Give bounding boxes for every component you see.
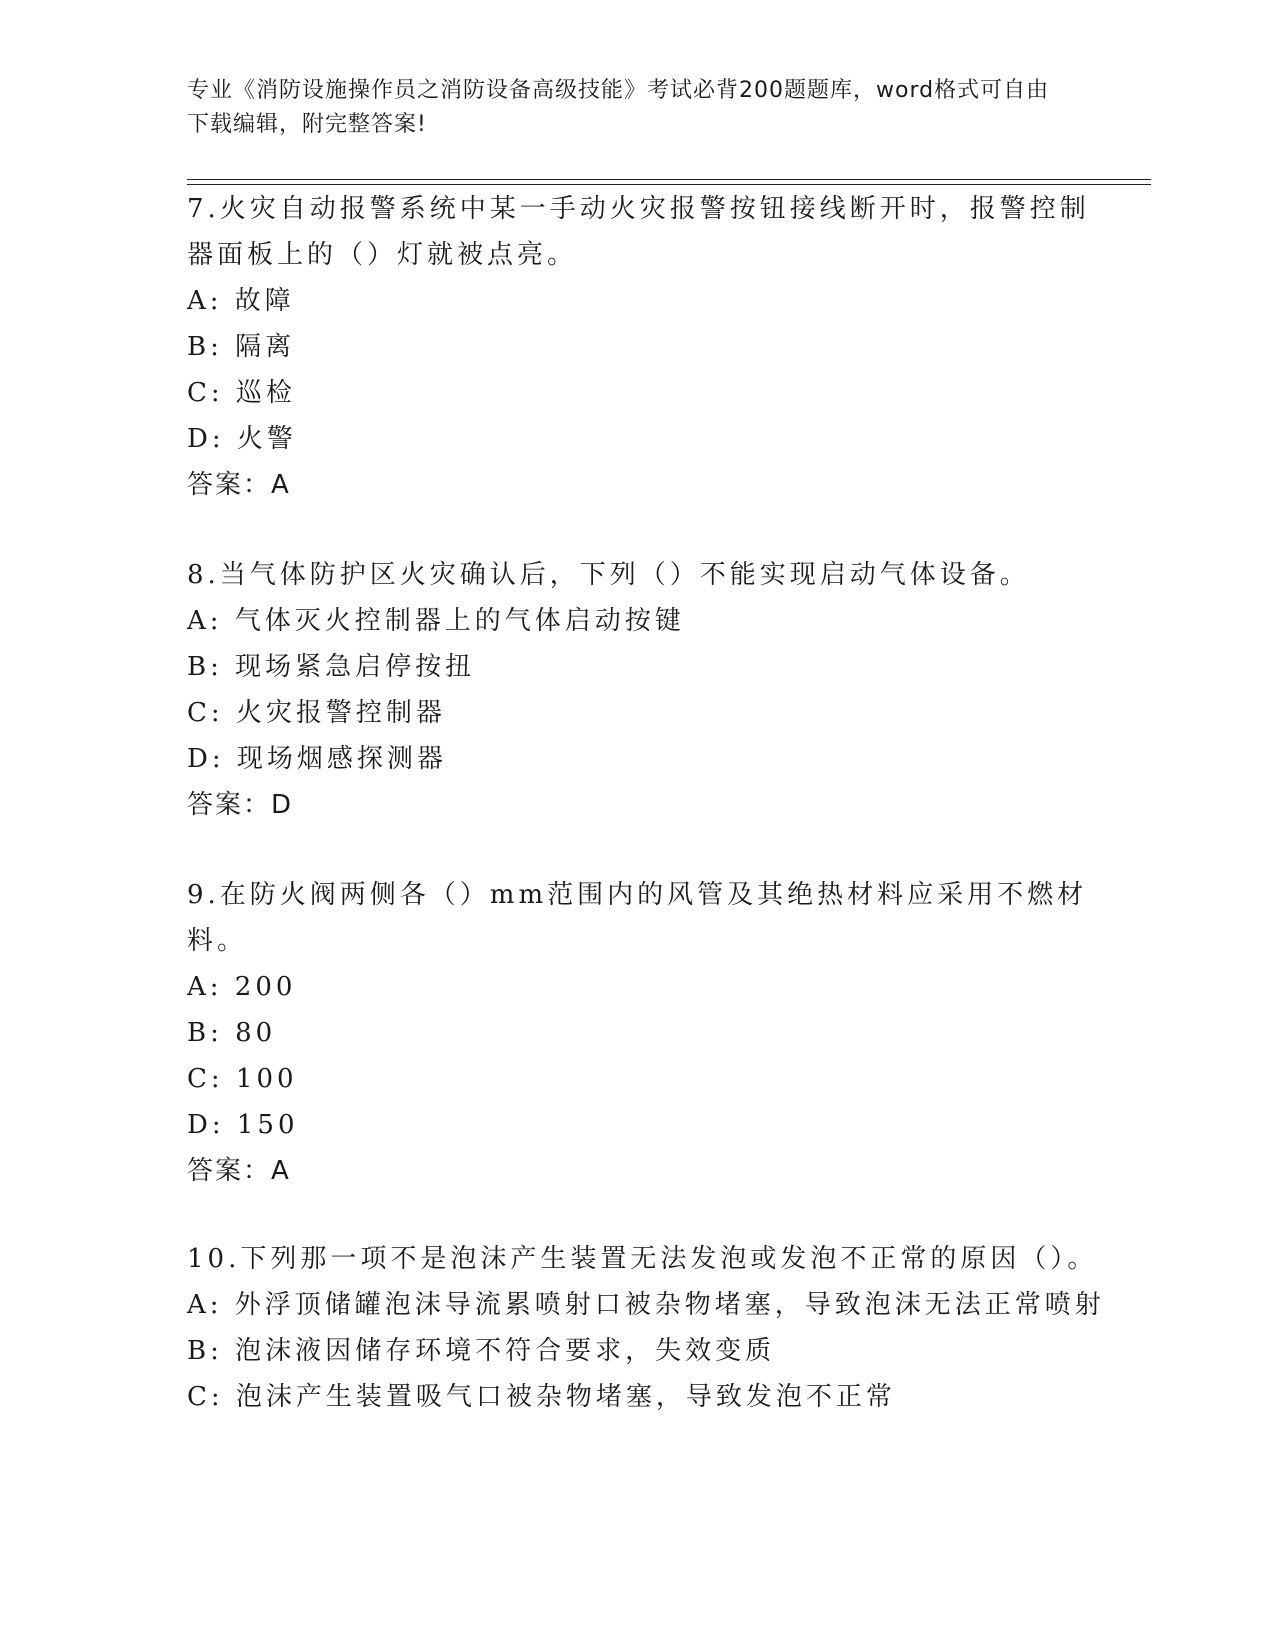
option-c: C: 100: [187, 1064, 298, 1094]
option-a: A: 气体灭火控制器上的气体启动按键: [187, 606, 685, 636]
answer: 答案：A: [187, 470, 291, 500]
option-d: D: 火警: [187, 424, 297, 454]
option-d: D: 150: [187, 1110, 299, 1140]
question-stem: 7.火灾自动报警系统中某一手动火灾报警按钮接线断开时，报警控制器面板上的（）灯就被点亮。: [187, 194, 1090, 270]
option-b: B: 隔离: [187, 332, 296, 362]
option-a: A: 故障: [187, 286, 295, 316]
option-a: A: 外浮顶储罐泡沫导流累喷射口被杂物堵塞，导致泡沫无法正常喷射: [187, 1290, 1105, 1320]
option-c: C: 巡检: [187, 378, 296, 408]
question-8: [187, 552, 1107, 828]
option-c: C: 泡沫产生装置吸气口被杂物堵塞，导致发泡不正常: [187, 1382, 896, 1412]
header-text: 专业《消防设施操作员之消防设备高级技能》考试必背200题题库，word格式可自由下载编辑，附完整答案!: [187, 78, 1050, 137]
option-b: B: 泡沫液因储存环境不符合要求，失效变质: [187, 1336, 776, 1366]
question-9: [187, 872, 1107, 1194]
question-stem: 8.当气体防护区火灾确认后，下列（）不能实现启动气体设备。: [187, 560, 1030, 590]
answer: 答案：A: [187, 1156, 291, 1186]
answer: 答案：D: [187, 790, 294, 820]
document-header: [187, 74, 1067, 142]
question-stem: 9.在防火阀两侧各（）mm范围内的风管及其绝热材料应采用不燃材料。: [187, 880, 1088, 956]
question-10: [187, 1236, 1107, 1420]
header-divider-top: [187, 179, 1151, 180]
option-c: C: 火灾报警控制器: [187, 698, 446, 728]
option-d: D: 现场烟感探测器: [187, 744, 447, 774]
question-stem: 10.下列那一项不是泡沫产生装置无法发泡或发泡不正常的原因（）。: [187, 1244, 1098, 1274]
header-divider-bottom: [187, 184, 1151, 185]
option-b: B: 80: [187, 1018, 277, 1048]
question-7: [187, 186, 1107, 508]
option-a: A: 200: [187, 972, 297, 1002]
option-b: B: 现场紧急启停按扭: [187, 652, 476, 682]
